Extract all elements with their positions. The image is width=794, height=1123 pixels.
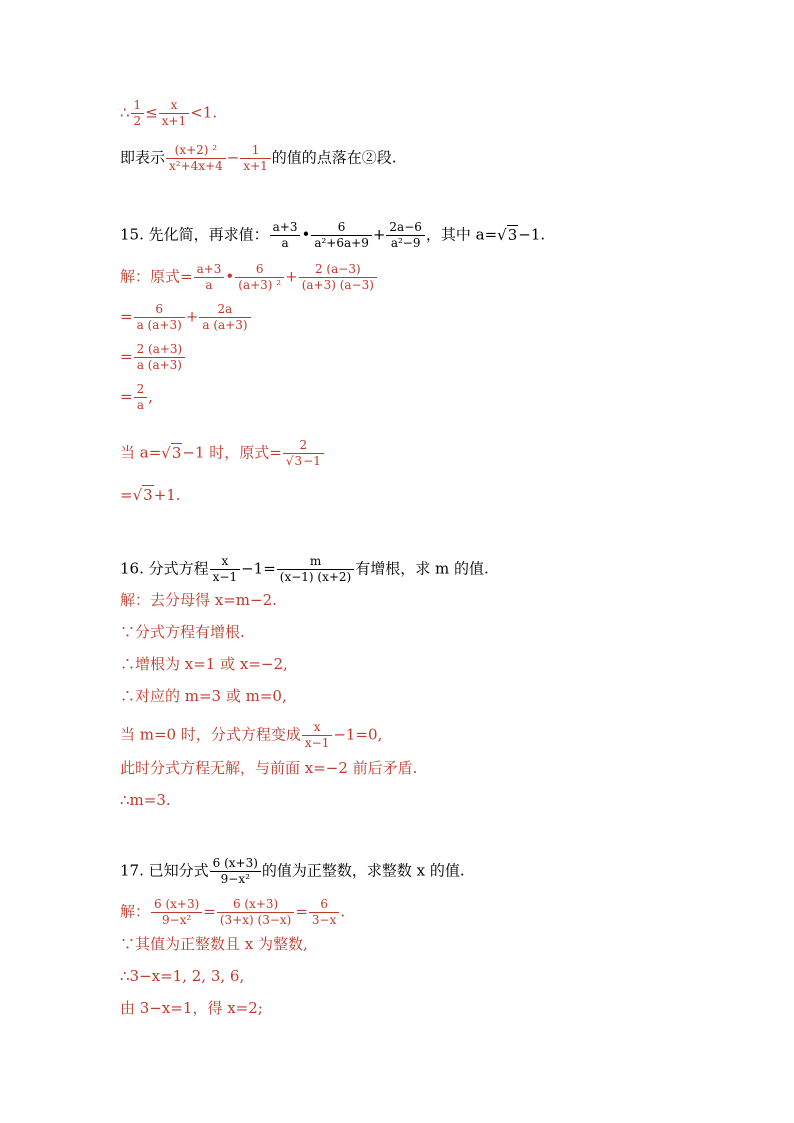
fraction: $\frac{2}{a}$ bbox=[134, 382, 148, 413]
problem-17-step-1: 解： $\frac{6 (x+3)}{\text{9−x²}}$ = $\frac{6 (x+3)}{(3+x) (3-x)}$ = $\frac{6}{3-x}$ . bbox=[120, 897, 346, 927]
fraction: $\frac{1}{2}$ bbox=[131, 98, 145, 129]
problem-16-step-4: ∴对应的 m=3 或 m=0, bbox=[120, 687, 287, 705]
problem-15-step-6: =√3+1. bbox=[120, 486, 181, 504]
fraction: $\frac{6}{\text{a²+6a+9}}$ bbox=[311, 220, 372, 251]
fraction: $\frac{a+3}{a}$ bbox=[194, 262, 225, 293]
fraction: $\frac{6}{a (a+3)}$ bbox=[134, 302, 185, 333]
problem-16-step-1: 解：去分母得 x=m−2. bbox=[120, 591, 277, 609]
problem-17-step-2: ∵其值为正整数且 x 为整数, bbox=[120, 935, 308, 953]
problem-15-step-3: = $\frac{2 (a+3)}{a (a+3)}$ bbox=[120, 342, 186, 373]
fraction: $\frac{2 (a+3)}{a (a+3)}$ bbox=[134, 342, 186, 373]
problem-17-question: 17. 已知分式 $\frac{6 (x+3)}{\text{9−x²}}$ 的值为正整数，求整数 x 的值. bbox=[120, 856, 465, 886]
fraction: $\frac{6 (x+3)}{\text{9−x²}}$ bbox=[151, 897, 202, 928]
problem-16-step-2: ∵分式方程有增根. bbox=[120, 623, 245, 641]
problem-16-step-3: ∴增根为 x=1 或 x=−2, bbox=[120, 655, 288, 673]
fraction: $\frac{2a}{a (a+3)}$ bbox=[199, 302, 250, 333]
fraction: $\frac{\text{(x+2) ²}}{\text{x²+4x+4}}$ bbox=[166, 143, 226, 174]
problem-15-step-1: 解：原式= $\frac{a+3}{a}$ • $\frac{6}{\text{(a+3) ²}}$ + $\frac{2 (a-3)}{(a+3) (a-3)}$ bbox=[120, 262, 378, 293]
problem-16-step-7: ∴m=3. bbox=[120, 791, 171, 809]
problem-17-step-3: ∴3−x=1, 2, 3, 6, bbox=[120, 967, 245, 985]
fraction: $\frac{2 (a-3)}{(a+3) (a-3)}$ bbox=[299, 262, 377, 293]
fraction: $\frac{2}{√3-1}$ bbox=[283, 438, 324, 469]
fraction: $\frac{6}{3-x}$ bbox=[309, 897, 339, 928]
problem-16-step-5: 当 m=0 时，分式方程变成 $\frac{x}{x-1}$ −1=0, bbox=[120, 720, 383, 750]
problem-15-step-2: = $\frac{6}{a (a+3)}$ + $\frac{2a}{a (a+3)}$ bbox=[120, 302, 252, 333]
problem-15-step-5: 当 a=√3−1 时，原式= $\frac{2}{√3-1}$ bbox=[120, 438, 325, 469]
problem-15-question: 15. 先化简，再求值： $\frac{a+3}{a}$ • $\frac{6}{\text{a²+6a+9}}$ + $\frac{2a-6}{\text{a²−9}}$ ，其中 a=√3−1. bbox=[120, 220, 546, 250]
square-root: √3 bbox=[132, 486, 153, 504]
fraction: $\frac{m}{(x-1) (x+2)}$ bbox=[277, 554, 354, 585]
problem-17-step-4: 由 3−x=1，得 x=2; bbox=[120, 999, 263, 1017]
fraction: $\frac{2a-6}{\text{a²−9}}$ bbox=[386, 220, 424, 251]
problem-15-step-4: = $\frac{2}{a}$ , bbox=[120, 382, 153, 412]
square-root: √3 bbox=[285, 454, 303, 468]
problem-16-step-6: 此时分式方程无解，与前面 x=−2 前后矛盾. bbox=[120, 759, 418, 777]
problem-16-question: 16. 分式方程 $\frac{x}{x-1}$ −1= $\frac{m}{(x-1) (x+2)}$ 有增根，求 m 的值. bbox=[120, 554, 489, 584]
fraction: $\frac{x}{x-1}$ bbox=[210, 554, 240, 585]
fraction: $\frac{6 (x+3)}{(3+x) (3-x)}$ bbox=[217, 897, 294, 928]
square-root: √3 bbox=[161, 443, 182, 462]
math-line-meaning: 即表示 $\frac{\text{(x+2) ²}}{\text{x²+4x+4}}$ − $\frac{1}{x+1}$ 的值的点落在②段. bbox=[120, 143, 397, 173]
fraction: $\frac{1}{x+1}$ bbox=[240, 143, 270, 174]
square-root: √3 bbox=[497, 225, 518, 244]
fraction: $\frac{x}{x+1}$ bbox=[159, 98, 189, 129]
math-line-inequality: ∴ $\frac{1}{2}$ ≤ $\frac{x}{x+1}$ <1. bbox=[120, 98, 218, 128]
fraction: $\frac{a+3}{a}$ bbox=[270, 220, 301, 251]
fraction: $\frac{x}{x-1}$ bbox=[302, 720, 332, 751]
fraction: $\frac{6 (x+3)}{\text{9−x²}}$ bbox=[210, 856, 261, 887]
fraction: $\frac{6}{\text{(a+3) ²}}$ bbox=[235, 262, 284, 293]
